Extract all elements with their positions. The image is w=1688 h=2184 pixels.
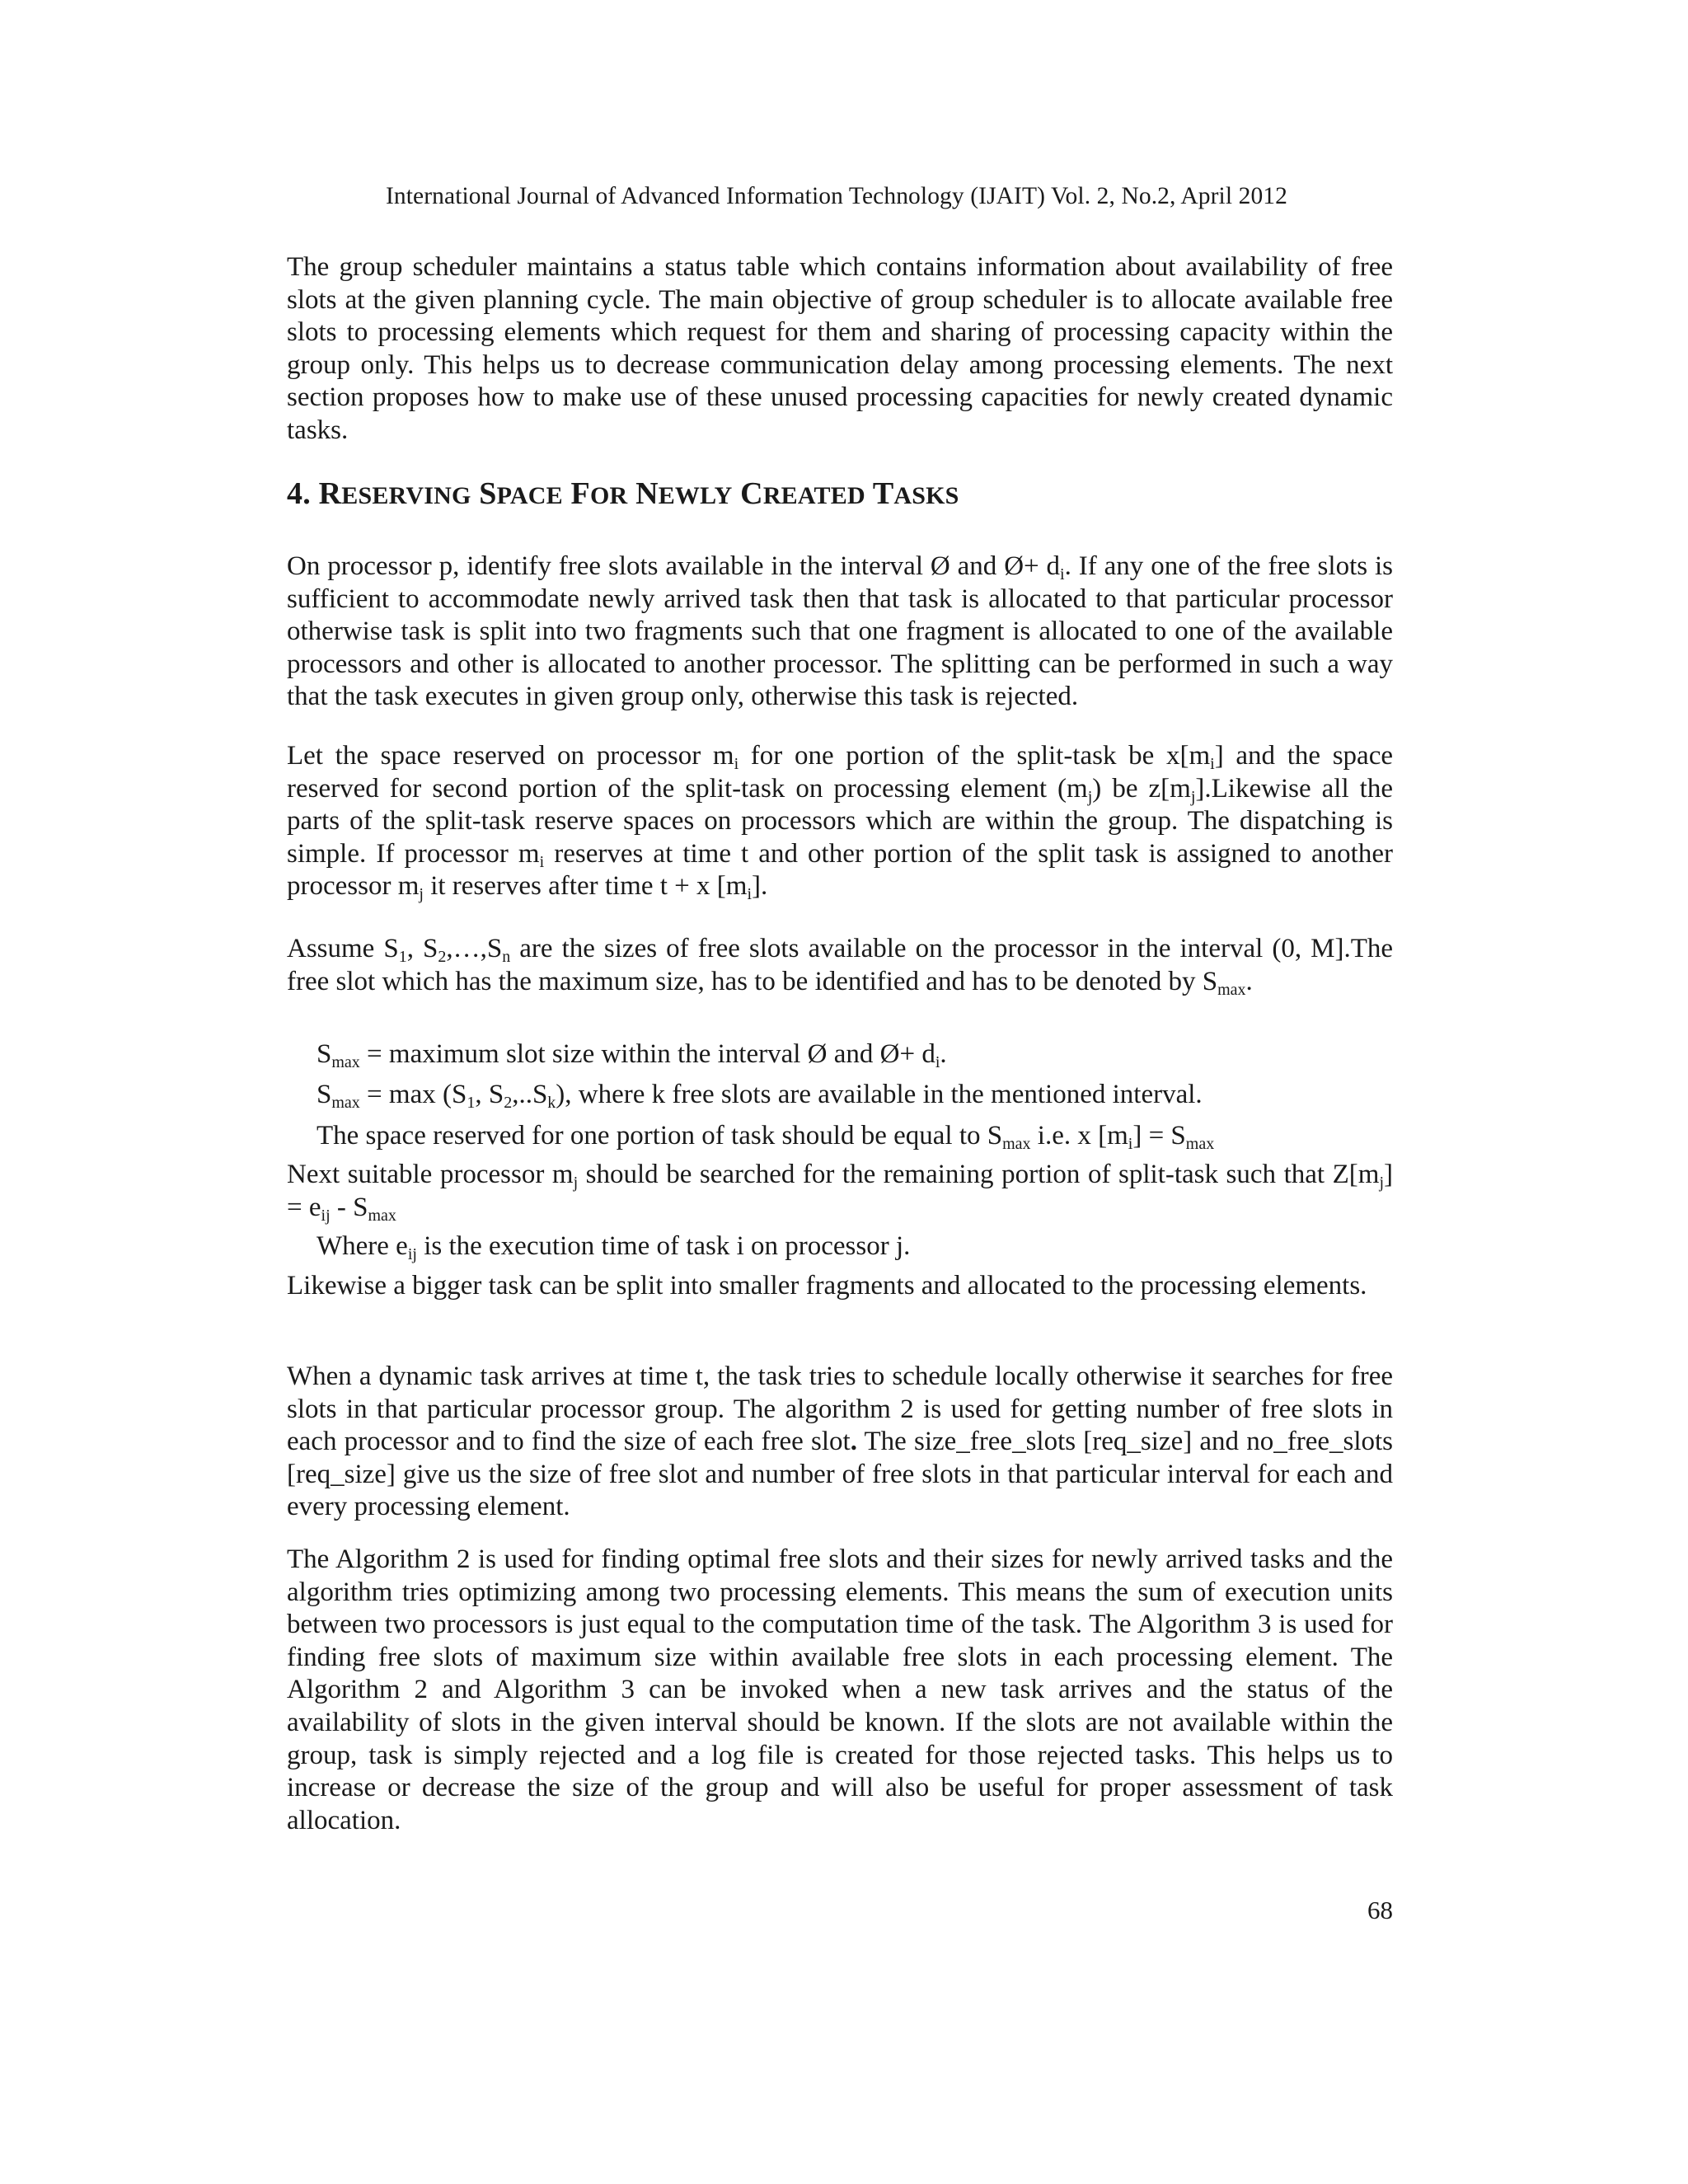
equation-space-reserved: The space reserved for one portion of task should be equal to $S_{max}$ i.e. x $[m_i] = S_{max}$ bbox=[316, 1121, 1215, 1153]
equation-smax-definition: $S_{max}$ = maximum slot size within the interval Ø and Ø+ $d_i$. bbox=[316, 1039, 947, 1071]
running-header: International Journal of Advanced Information Technology (IJAIT) Vol. 2, No.2, April 2012 bbox=[385, 183, 1288, 209]
section-heading bbox=[287, 478, 1393, 513]
paragraph-space-reserved: Let the space reserved on processor $m_i$ for one portion of the split-task be $x[m_i]$ and the space reserved for second portion of the split-task on processing element $(m_j)$ be $z[m_j].Likewise$ all the parts of the split-task reserve spaces on processors which are within the group. The dispatching is simple. If processor $m_i$ reserves at time t and other portion of the split task is assigned to another processor $m_j$ it reserves after time t + x $[m_i]$. bbox=[287, 741, 1393, 904]
page-number: 68 bbox=[1367, 1896, 1393, 1924]
section-number: 4. bbox=[287, 476, 319, 511]
paragraph-identify-free-slots: On processor p, identify free slots available in the interval Ø and Ø+ $d_i$. If any one of the free slots is sufficient to accommodate newly arrived task then that task is allocated to that particular processor otherwise task is split into two fragments such that one fragment is allocated to one of the available processors and other is allocated to another processor. The splitting can be performed in such a way that the task executes in given group only, otherwise this task is rejected. bbox=[287, 551, 1393, 712]
equation-smax-max: $S_{max} = \max (S_1$, $S_2,..S_k$), where k free slots are available in the mentioned interval. bbox=[316, 1080, 1203, 1112]
paragraph-next-processor: Next suitable processor $m_j$ should be searched for the remaining portion of split-task such that $Z[m_j] = e_{ij} - S_{max}$ bbox=[287, 1160, 1393, 1225]
equation-where: Where $e_{ij}$ is the execution time of task i on processor j. bbox=[316, 1231, 911, 1263]
paragraph-assume-sizes: Assume $S_1$, $S_2,\dots,S_n$ are the sizes of free slots available on the processor in the interval (0, M].The free slot which has the maximum size, has to be identified and has to be denoted by $S_{max}$. bbox=[287, 934, 1393, 999]
section-title: RESERVING SPACE FOR NEWLY CREATED TASKS bbox=[318, 476, 959, 511]
paragraph-algorithm-2: The Algorithm 2 is used for finding optimal free slots and their sizes for newly arrived tasks and the algorithm tries optimizing among two processing elements. This means the sum of execution units between two processors is just equal to the computation time of the task. The Algorithm 3 is used for finding free slots of maximum size within available free slots in each processing element. The Algorithm 2 and Algorithm 3 can be invoked when a new task arrives and the status of the availability of slots in the given interval should be known. If the slots are not available within the group, task is simply rejected and a log file is created for those rejected tasks. This helps us to increase or decrease the size of the group and will also be useful for proper assessment of task allocation. bbox=[287, 1544, 1393, 1835]
paragraph-dynamic-task: When a dynamic task arrives at time t, the task tries to schedule locally otherwise it searches for free slots in that particular processor group. The algorithm 2 is used for getting number of free slots in each processor and to find the size of each free slot. The size_free_slots [req_size] and no_free_slots [req_size] give us the size of free slot and number of free slots in that particular interval for each and every processing element. bbox=[287, 1361, 1394, 1522]
paragraph-group-scheduler: The group scheduler maintains a status table which contains information about availability of free slots at the given planning cycle. The main objective of group scheduler is to allocate available free slots to processing elements which request for them and sharing of processing capacity within the group only. This helps us to decrease communication delay among processing elements. The next section proposes how to make use of these unused processing capacities for newly created dynamic tasks. bbox=[287, 252, 1393, 445]
paragraph-likewise: Likewise a bigger task can be split into smaller fragments and allocated to the processing elements. bbox=[287, 1271, 1367, 1301]
